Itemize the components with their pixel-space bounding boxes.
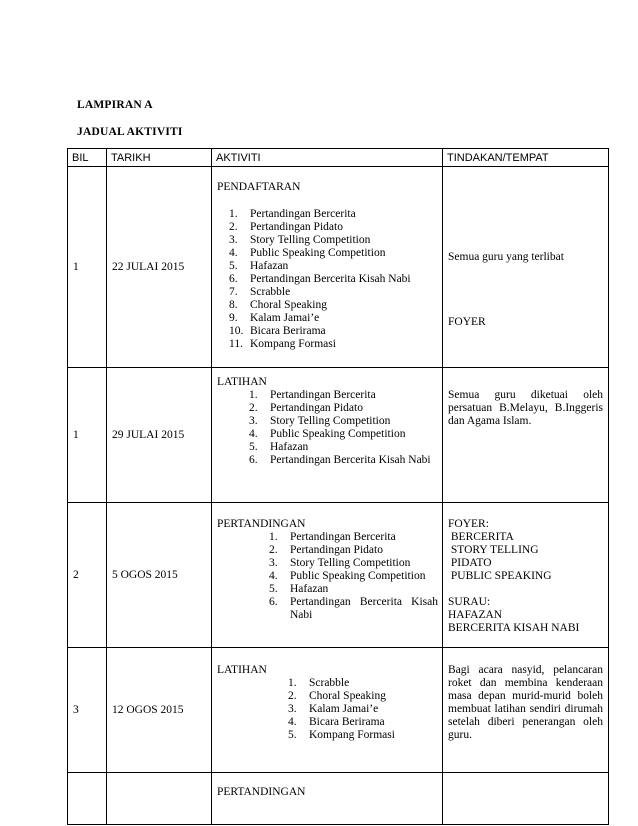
aktiviti-title: PERTANDINGAN [217,786,306,798]
list-item: 4. Public Speaking Competition [229,247,386,259]
list-item: 6. Pertandingan Bercerita Kisah Nabi [269,596,438,621]
header-bil: BIL [68,149,107,167]
table-row [68,773,609,825]
table-row [68,167,609,368]
list-item: 3. Story Telling Competition [269,557,411,569]
table-header-row [68,149,609,167]
list-item: 8. Choral Speaking [229,299,327,311]
list-item: 4. Bicara Berirama [288,716,385,728]
tindakan-line [448,583,604,596]
list-item: 3. Story Telling Competition [229,234,371,246]
cell-bil: 2 [68,503,107,648]
cell-bil: 3 [68,648,107,773]
cell-tarikh: 29 JULAI 2015 [107,368,212,503]
cell-tindakan [443,167,609,368]
activity-list [288,677,438,742]
cell-tarikh: 22 JULAI 2015 [107,167,212,368]
list-item: 7. Scrabble [229,286,291,298]
cell-aktiviti [212,368,443,503]
list-item: 2. Choral Speaking [288,690,386,702]
cell-aktiviti [212,503,443,648]
tindakan-line: PUBLIC SPEAKING [448,570,552,582]
list-item: 1. Pertandingan Bercerita [229,208,356,220]
cell-aktiviti [212,773,443,825]
list-item: 1. Scrabble [288,677,350,689]
list-item: 6. Pertandingan Bercerita Kisah Nabi [249,454,431,466]
cell-bil: 1 [68,368,107,503]
tindakan-line: SURAU: [448,596,491,608]
list-item: 5. Hafazan [249,441,309,453]
list-item: 3. Story Telling Competition [249,415,391,427]
activity-list [269,531,438,622]
activity-list [249,389,438,467]
list-item: 1. Pertandingan Bercerita [249,389,376,401]
list-item: 5. Kompang Formasi [288,729,395,741]
heading-jadual: JADUAL AKTIVITI [77,126,183,138]
cell-tarikh: 5 OGOS 2015 [107,503,212,648]
tindakan-text: Semua guru yang terlibat [448,251,564,263]
tindakan-text: Semua guru diketuai oleh persatuan B.Melayu, B.Inggeris dan Agama Islam. [448,389,603,427]
list-item: 4. Public Speaking Competition [249,428,406,440]
aktiviti-title: LATIHAN [217,664,267,676]
heading-lampiran: LAMPIRAN A [77,99,153,111]
list-item: 1. Pertandingan Bercerita [269,531,396,543]
tindakan-line: BERCERITA KISAH NABI [448,622,580,634]
header-aktiviti: AKTIVITI [212,149,443,167]
list-item: 5. Hafazan [269,583,329,595]
tindakan-line: STORY TELLING [448,544,539,556]
cell-bil [68,773,107,825]
cell-aktiviti [212,648,443,773]
tindakan-line: BERCERITA [448,531,514,543]
table-row [68,648,609,773]
list-item: 6. Pertandingan Bercerita Kisah Nabi [229,273,411,285]
list-item: 5. Hafazan [229,260,289,272]
activity-table [67,148,609,825]
tindakan-line: PIDATO [448,557,492,569]
list-item: 4. Public Speaking Competition [269,570,426,582]
table-row [68,368,609,503]
aktiviti-title: PERTANDINGAN [217,518,306,530]
cell-aktiviti [212,167,443,368]
list-item: 2. Pertandingan Pidato [229,221,343,233]
aktiviti-title: PENDAFTARAN [217,181,301,193]
tindakan-line: FOYER: [448,518,489,530]
cell-bil: 1 [68,167,107,368]
header-tindakan: TINDAKAN/TEMPAT [443,149,609,167]
cell-tindakan [443,368,609,503]
tindakan-place: FOYER [448,316,486,328]
list-item: 3. Kalam Jamai’e [288,703,379,715]
cell-tindakan [443,648,609,773]
cell-tarikh: 12 OGOS 2015 [107,648,212,773]
list-item: 2. Pertandingan Pidato [269,544,383,556]
list-item: 2. Pertandingan Pidato [249,402,363,414]
list-item: 9. Kalam Jamai’e [229,312,320,324]
cell-tindakan [443,773,609,825]
tindakan-text: Bagi acara nasyid, pelancaran roket dan membina kenderaan masa depan murid-murid boleh membuat latihan sendiri dirumah setelah diberi penerangan oleh guru. [448,664,603,741]
list-item: 11. Kompang Formasi [229,338,336,350]
activity-list [229,208,438,351]
cell-tindakan [443,503,609,648]
cell-tarikh [107,773,212,825]
tindakan-line: HAFAZAN [448,609,503,621]
list-item: 10. Bicara Berirama [229,325,326,337]
aktiviti-title: LATIHAN [217,376,267,388]
table-row [68,503,609,648]
header-tarikh: TARIKH [107,149,212,167]
